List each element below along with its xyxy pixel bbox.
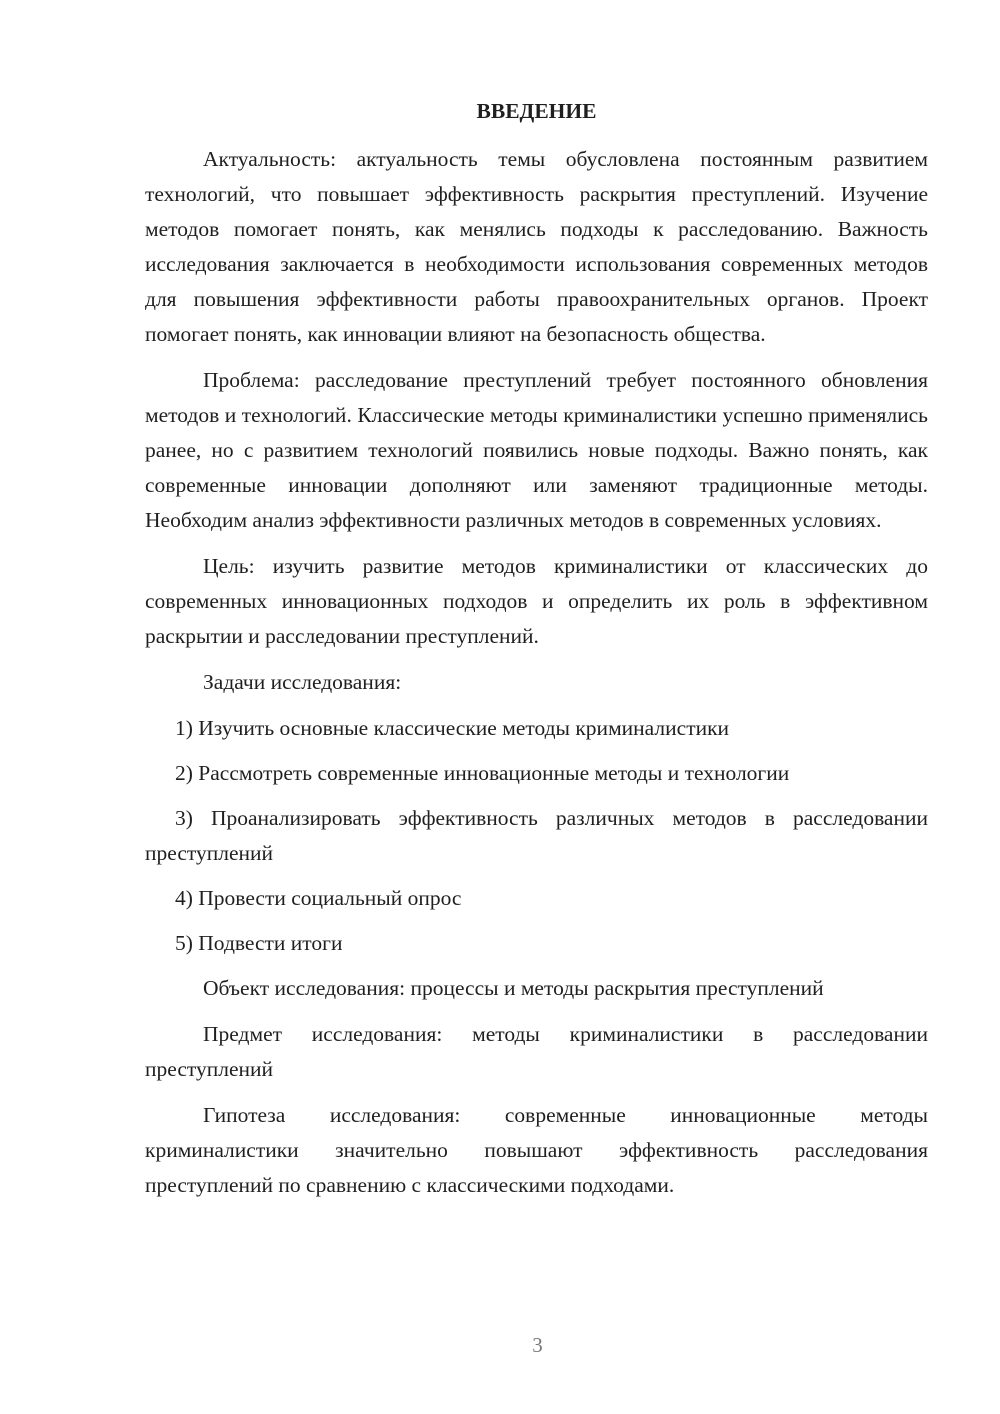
task-item: 2) Рассмотреть современные инновационные методы и технологии xyxy=(175,761,790,785)
hypothesis-paragraph: Гипотеза исследования: современные инновационные методы криминалистики значительно повышают эффективность расследования преступлений по сравнению с классическими подходами. xyxy=(145,1103,928,1197)
relevance-paragraph: Актуальность: актуальность темы обусловлена постоянным развитием технологий, что повышает эффективность раскрытия преступлений. Изучение методов помогает понять, как менялись подходы к расследованию. Важность исследования заключается в необходимости использования современных методов для повышения эффективности работы правоохранительных органов. Проект помогает понять, как инновации влияют на безопасность общества. xyxy=(145,147,928,346)
tasks-heading: Задачи исследования: xyxy=(203,670,402,694)
goal-paragraph: Цель: изучить развитие методов криминалистики от классических до современных инновационных подходов и определить их роль в эффективном раскрытии и расследовании преступлений. xyxy=(145,554,928,648)
page-number: 3 xyxy=(532,1333,543,1357)
task-item: 4) Провести социальный опрос xyxy=(175,886,462,910)
task-item: 1) Изучить основные классические методы криминалистики xyxy=(175,716,730,740)
document-page xyxy=(145,96,928,1214)
subject-paragraph: Предмет исследования: методы криминалистики в расследовании преступлений xyxy=(145,1022,928,1081)
section-title: ВВЕДЕНИЕ xyxy=(476,99,597,123)
object-paragraph: Объект исследования: процессы и методы раскрытия преступлений xyxy=(203,976,824,1000)
task-item: 3) Проанализировать эффективность различных методов в расследовании преступлений xyxy=(145,806,928,865)
task-item: 5) Подвести итоги xyxy=(175,931,343,955)
problem-paragraph: Проблема: расследование преступлений требует постоянного обновления методов и технологий. Классические методы криминалистики успешно применялись ранее, но с развитием технологий появились новые подходы. Важно понять, как современные инновации дополняют или заменяют традиционные методы. Необходим анализ эффективности различных методов в современных условиях. xyxy=(145,368,928,532)
